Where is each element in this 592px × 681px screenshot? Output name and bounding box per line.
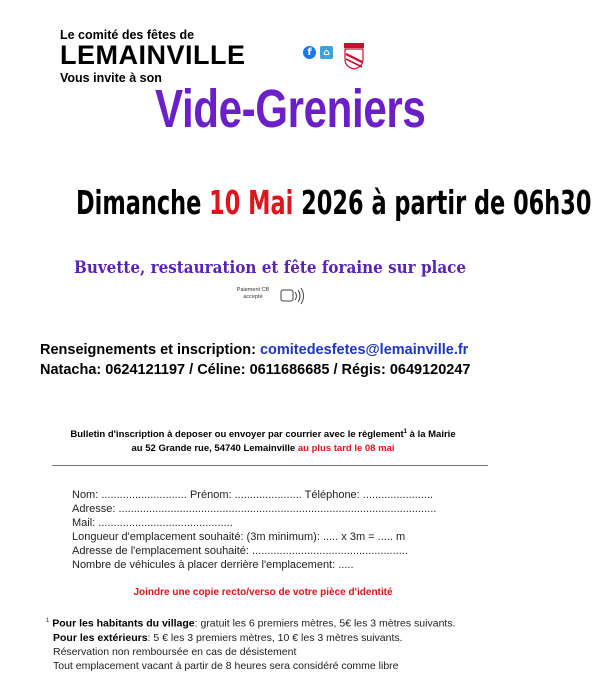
bulletin-instructions: Bulletin d'inscription à deposer ou envoyer par courrier avec le règlement$^1$ à la Mairie au 52 Grande rue, 54740 Lemainville au plus tard le 08 mai [70, 429, 456, 455]
event-title: Vide-Greniers [155, 79, 426, 139]
form-longueur[interactable]: Longueur d'emplacement souhaité: (3m minimum): ..... x 3m = ..... m [72, 531, 406, 543]
buvette-line: Buvette, restauration et fête foraine sur place [74, 258, 467, 277]
form-mail[interactable]: Mail: ............................................ [72, 517, 233, 529]
tarifs: $^1$ Pour les habitants du village: gratuit les 6 premiers mètres, 5€ les 3 mètres suivants. Pour les extérieurs: 5 € les 3 premiers mètres, 10 € les 3 mètres suivants. Réservation non remboursée en cas de désistement Tout emplacement vacant à partir de 8 heures sera considéré comme libre [46, 617, 456, 672]
social-icons [303, 46, 333, 59]
date-highlight: 10 Mai [209, 183, 294, 222]
invite-line: Vous invite à son [60, 71, 162, 85]
divider [52, 465, 488, 466]
event-date: Dimanche 10 Mai 2026 à partir de 06h30 [76, 183, 592, 222]
payment-label: Paiement CB accepté [236, 287, 270, 300]
deadline: au plus tard le 08 mai [297, 443, 395, 455]
facebook-icon[interactable]: f [303, 46, 316, 59]
crest-icon [343, 42, 365, 75]
contacts-line: Natacha: 0624121197 / Céline: 0611686685 / Régis: 0649120247 [40, 362, 471, 378]
email-link[interactable]: comitedesfetes@lemainville.fr [259, 342, 469, 358]
town-name: LEMAINVILLE [60, 40, 246, 70]
contactless-payment-icon [280, 287, 306, 310]
form-vehicules[interactable]: Nombre de véhicules à placer derrière l'emplacement: ..... [72, 559, 354, 571]
id-notice: Joindre une copie recto/verso de votre pièce d'identité [133, 587, 393, 598]
organizer-line: Le comité des fêtes de [60, 28, 195, 42]
renseignements-line: Renseignements et inscription: comitedesfetes@lemainville.fr [40, 342, 469, 358]
website-icon[interactable]: ⌂ [320, 46, 333, 59]
form-nom[interactable]: Nom: ............................ Prénom: ...................... Téléphone: ....................... [72, 489, 434, 501]
registration-form [72, 488, 436, 572]
form-adresse[interactable]: Adresse: ........................................................................................................ [72, 503, 437, 515]
form-adresse-emplacement[interactable]: Adresse de l'emplacement souhaité: ................................................... [72, 545, 408, 557]
